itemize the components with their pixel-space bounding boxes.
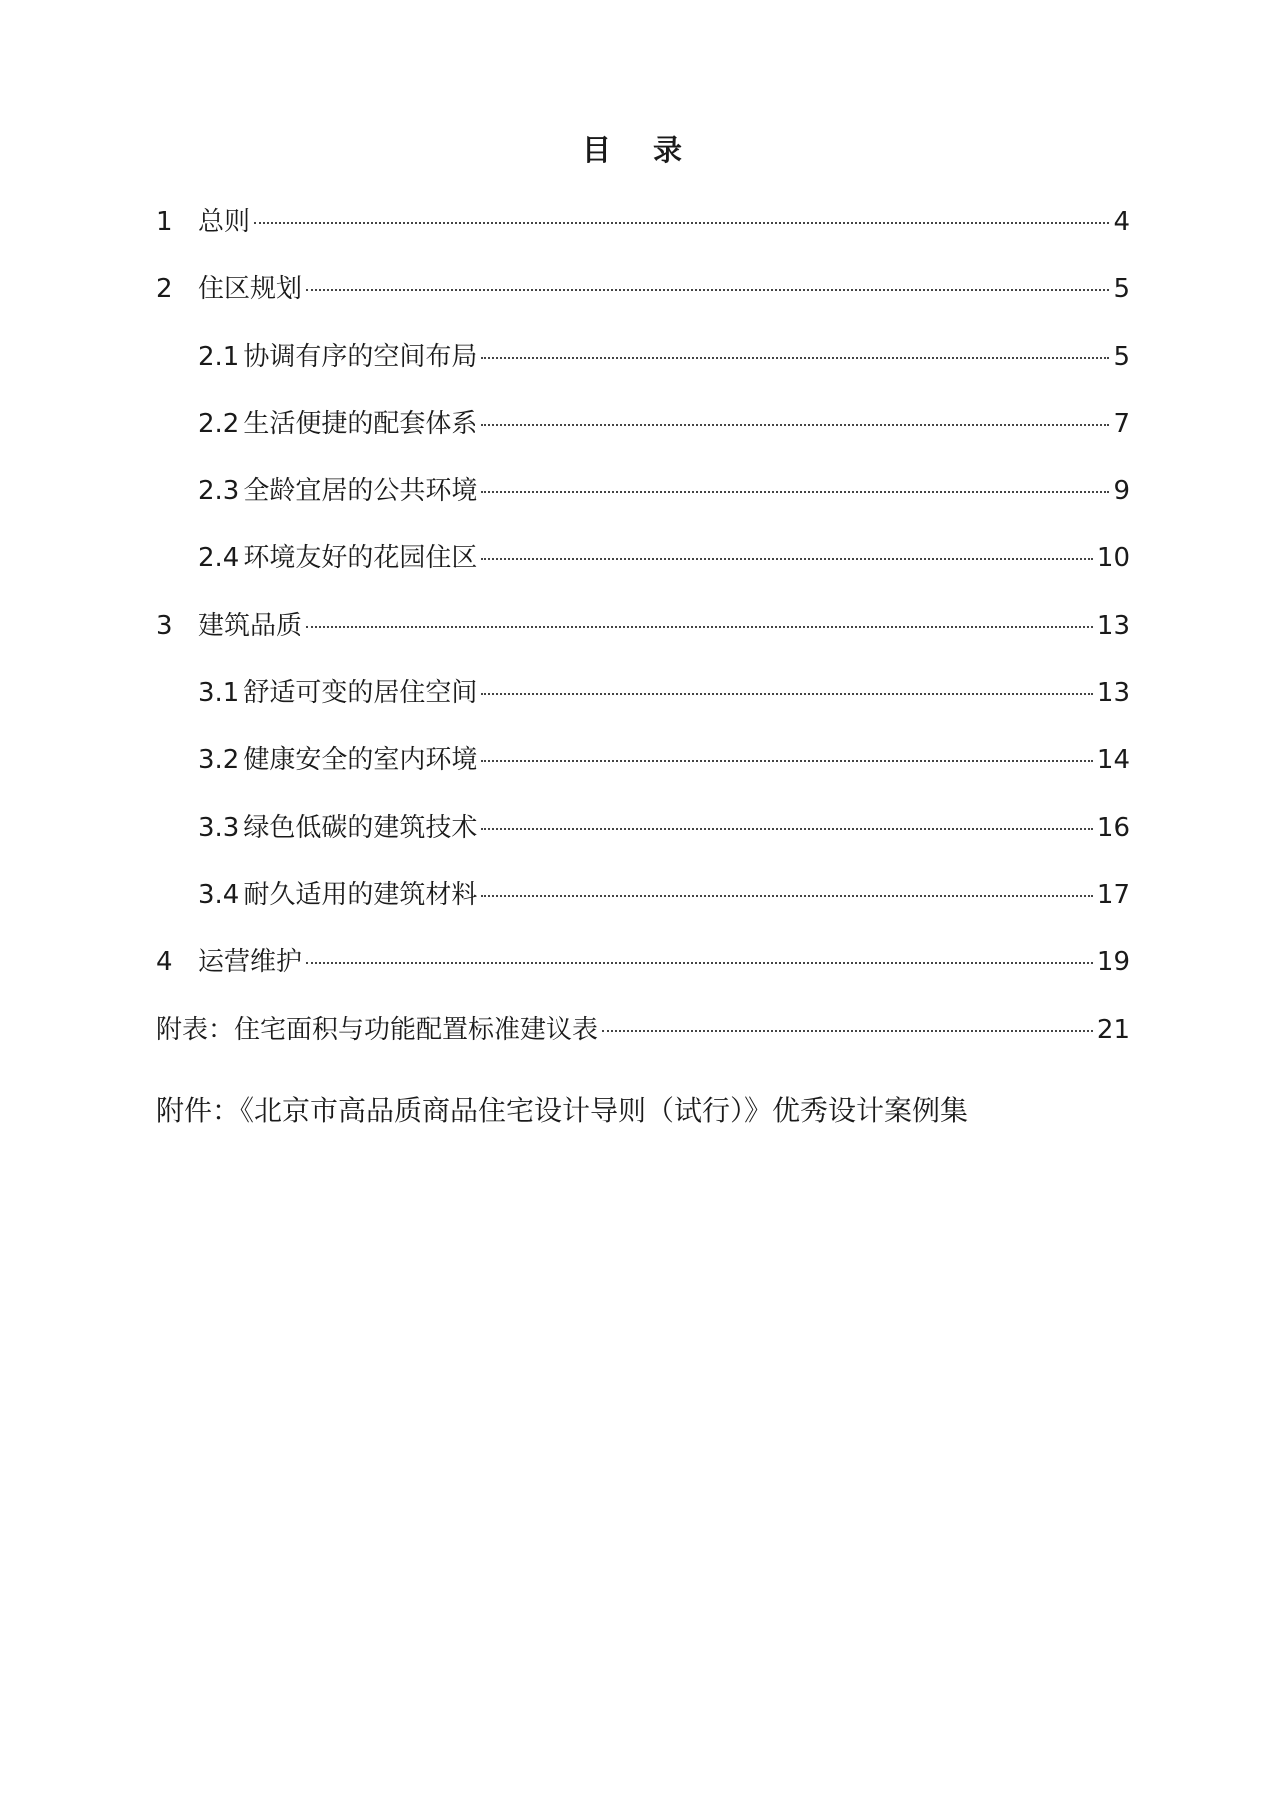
toc-entry-page: 10 — [1096, 543, 1130, 574]
toc-list — [156, 202, 1130, 1077]
toc-entry-label: 生活便捷的配套体系 — [243, 408, 478, 439]
toc-entry-number: 3 — [156, 610, 173, 641]
toc-entry-page: 5 — [1113, 341, 1130, 372]
dot-leader — [481, 491, 1109, 493]
toc-entry-page: 9 — [1113, 476, 1130, 507]
dot-leader — [481, 357, 1109, 359]
toc-entry-page: 13 — [1096, 610, 1130, 641]
annex-line: 附件：《北京市高品质商品住宅设计导则（试行）》优秀设计案例集 — [156, 1094, 969, 1127]
toc-entry-1[interactable] — [156, 202, 1130, 269]
toc-entry-appendix-table[interactable] — [156, 1010, 1130, 1077]
toc-entry-page: 16 — [1096, 812, 1130, 843]
dot-leader — [602, 1030, 1093, 1032]
toc-entry-number: 2.2 — [198, 408, 240, 439]
toc-entry-number: 2.3 — [198, 476, 240, 507]
toc-entry-label: 绿色低碳的建筑技术 — [243, 812, 478, 843]
toc-entry-label: 附表：住宅面积与功能配置标准建议表 — [156, 1014, 599, 1045]
toc-entry-page: 19 — [1096, 947, 1130, 978]
toc-entry-2-3[interactable] — [156, 471, 1130, 538]
toc-entry-3-3[interactable] — [156, 808, 1130, 875]
toc-entry-number: 3.4 — [198, 879, 240, 910]
toc-entry-label: 健康安全的室内环境 — [243, 745, 478, 776]
toc-entry-number: 4 — [156, 947, 173, 978]
toc-entry-label: 建筑品质 — [198, 610, 303, 641]
toc-entry-number: 2.4 — [198, 543, 240, 574]
toc-entry-page: 21 — [1096, 1014, 1130, 1045]
toc-entry-label: 总则 — [198, 207, 251, 237]
toc-entry-number: 2 — [156, 274, 173, 305]
toc-entry-3-4[interactable] — [156, 875, 1130, 942]
toc-entry-label: 耐久适用的建筑材料 — [243, 879, 478, 910]
toc-entry-number: 3.2 — [198, 745, 240, 776]
toc-entry-2-4[interactable] — [156, 538, 1130, 605]
dot-leader — [306, 289, 1109, 291]
dot-leader — [481, 760, 1093, 762]
dot-leader — [481, 895, 1093, 897]
toc-entry-page: 4 — [1113, 207, 1130, 237]
toc-entry-2-2[interactable] — [156, 404, 1130, 471]
toc-entry-page: 13 — [1096, 678, 1130, 709]
toc-entry-4[interactable] — [156, 942, 1130, 1009]
toc-entry-label: 环境友好的花园住区 — [243, 543, 478, 574]
toc-entry-label: 全龄宜居的公共环境 — [243, 476, 478, 507]
toc-entry-label: 协调有序的空间布局 — [243, 341, 478, 372]
toc-entry-3-1[interactable] — [156, 673, 1130, 740]
toc-entry-page: 5 — [1113, 274, 1130, 305]
dot-leader — [254, 222, 1109, 224]
toc-entry-label: 住区规划 — [198, 274, 303, 305]
toc-entry-number: 1 — [156, 207, 173, 237]
dot-leader — [481, 693, 1093, 695]
toc-entry-3[interactable] — [156, 606, 1130, 673]
toc-entry-page: 17 — [1096, 879, 1130, 910]
toc-entry-3-2[interactable] — [156, 740, 1130, 807]
toc-entry-number: 3.1 — [198, 678, 240, 709]
toc-entry-label: 舒适可变的居住空间 — [243, 678, 478, 709]
dot-leader — [306, 962, 1093, 964]
dot-leader — [481, 828, 1093, 830]
toc-entry-page: 7 — [1113, 408, 1130, 439]
toc-entry-number: 3.3 — [198, 812, 240, 843]
dot-leader — [306, 626, 1093, 628]
toc-entry-number: 2.1 — [198, 341, 240, 372]
toc-entry-label: 运营维护 — [198, 947, 303, 978]
toc-entry-page: 14 — [1096, 745, 1130, 776]
dot-leader — [481, 558, 1093, 560]
toc-title: 目 录 — [581, 133, 699, 167]
toc-entry-2-1[interactable] — [156, 337, 1130, 404]
dot-leader — [481, 424, 1109, 426]
toc-entry-2[interactable] — [156, 269, 1130, 336]
